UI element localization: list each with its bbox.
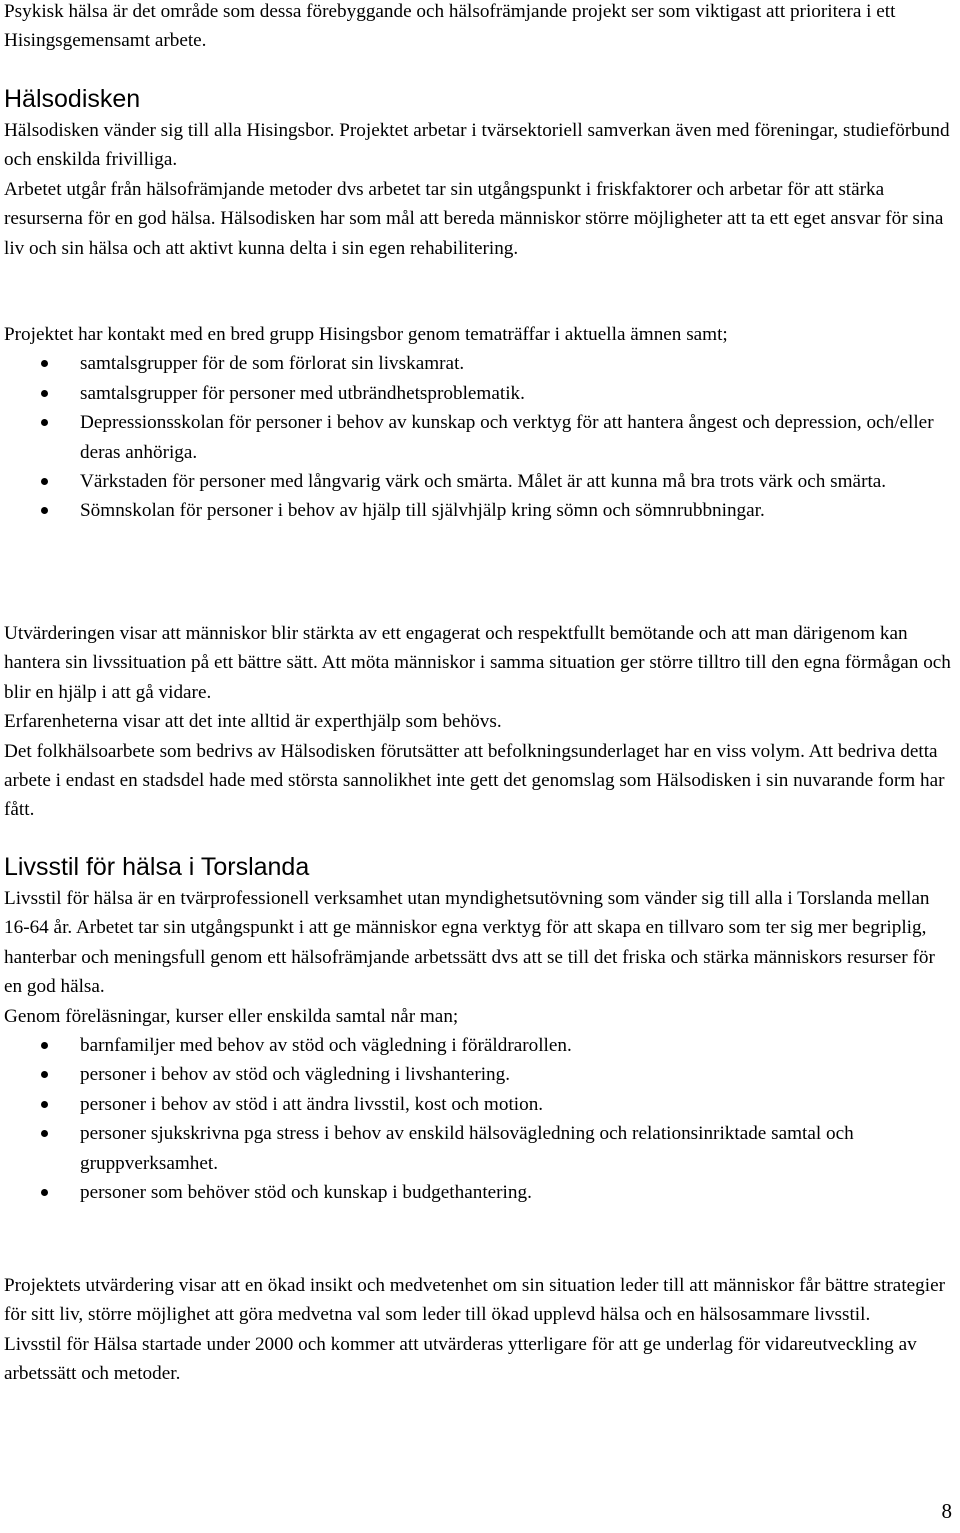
halsodisken-section [4,116,956,263]
halsodisken-list [4,349,956,525]
livsstil-evaluation-2: Livsstil för Hälsa startade under 2000 och kommer att utvärderas ytterligare för att ge underlag för vidareutveckling av arbetssätt och metoder. [4,1333,917,1385]
livsstil-list [4,1031,956,1207]
halsodisken-paragraph-2: Arbetet utgår från hälsofrämjande metoder dvs arbetet tar sin utgångspunkt i friskfaktorer och arbetar för att stärka resurserna för en god hälsa. Hälsodisken har som mål att bereda människor större möjligheter att ta ett eget ansvar för sina liv och sin hälsa och att aktivt kunna delta i sin egen rehabilitering. [4,178,944,259]
livsstil-evaluation-section [4,1271,956,1389]
livsstil-section [4,884,956,1207]
list-item-text: personer i behov av stöd och vägledning i livshantering. [80,1064,511,1086]
bullet-icon [41,1130,48,1137]
bullet-icon [41,1042,48,1049]
halsodisken-evaluation-1: Utvärderingen visar att människor blir stärkta av ett engagerat och respektfullt bemötande och att man därigenom kan hantera sin livssituation på ett bättre sätt. Att möta människor i samma situation ger större tilltro till den egna förmågan och blir en hjälp i att gå vidare. [4,623,951,703]
bullet-icon [41,1189,48,1196]
list-item [4,1090,956,1119]
halsodisken-heading: Hälsodisken [4,85,141,113]
halsodisken-list-intro: Projektet har kontakt med en bred grupp Hisingsbor genom tematräffar i aktuella ämnen samt; [4,324,728,345]
list-item-text: samtalsgrupper för de som förlorat sin livskamrat. [80,353,465,375]
list-item [4,349,956,378]
halsodisken-list-section [4,320,956,526]
livsstil-paragraph-1: Livsstil för hälsa är en tvärprofessionell verksamhet utan myndighetsutövning som vänder sig till alla i Torslanda mellan 16-64 år. Arbetet tar sin utgångspunkt i att ge människor egna verktyg för att skapa en tillvaro som ter sig mer begriplig, hanterbar och meningsfull genom ett hälsofrämjande arbetssätt dvs att se till det friska och stärka människors resurser för en god hälsa. [4,888,935,998]
bullet-icon [41,419,48,426]
list-item [4,408,956,467]
bullet-icon [41,1071,48,1078]
list-item-text: Sömnskolan för personer i behov av hjälp till självhjälp kring sömn och sömnrubbningar. [80,500,765,522]
livsstil-list-intro: Genom föreläsningar, kurser eller enskilda samtal når man; [4,1005,459,1027]
list-item-text: personer sjukskrivna pga stress i behov av enskild hälsovägledning och relationsinriktade samtal och gruppverksamhet. [80,1123,854,1174]
bullet-icon [41,390,48,397]
bullet-icon [41,1101,48,1108]
list-item [4,1178,956,1207]
list-item [4,1119,956,1178]
list-item [4,1060,956,1089]
list-item [4,1031,956,1060]
list-item [4,379,956,408]
livsstil-evaluation-1: Projektets utvärdering visar att en ökad insikt och medvetenhet om sin situation leder till att människor får bättre strategier för sitt liv, större möjlighet att göra medvetna val som leder till ökad upplevd hälsa och en hälsosammare livsstil. [4,1275,945,1326]
halsodisken-evaluation-section [4,619,956,825]
list-item [4,496,956,525]
intro-section [4,0,956,56]
list-item-text: personer som behöver stöd och kunskap i budgethantering. [80,1182,532,1204]
livsstil-heading: Livsstil för hälsa i Torslanda [4,853,310,881]
list-item-text: samtalsgrupper för personer med utbrändhetsproblematik. [80,382,525,404]
list-item [4,467,956,496]
list-item-text: Depressionsskolan för personer i behov av kunskap och verktyg för att hantera ångest och depression, och/eller deras anhöriga. [80,412,934,463]
bullet-icon [41,478,48,485]
intro-paragraph: Psykisk hälsa är det område som dessa förebyggande och hälsofrämjande projekt ser som viktigast att prioritera i ett Hisingsgemensamt arbete. [4,1,896,52]
list-item-text: barnfamiljer med behov av stöd och vägledning i föräldrarollen. [80,1035,572,1057]
halsodisken-evaluation-3: Det folkhälsoarbete som bedrivs av Hälsodisken förutsätter att befolkningsunderlaget har en viss volym. Att bedriva detta arbete i endast en stadsdel hade med största sannolikhet inte gett det genomslag som Hälsodisken i sin nuvarande form har fått. [4,740,945,821]
page-number: 8 [941,1499,952,1523]
halsodisken-evaluation-2: Erfarenheterna visar att det inte alltid är experthjälp som behövs. [4,711,502,733]
list-item-text: Värkstaden för personer med långvarig värk och smärta. Målet är att kunna må bra trots värk och smärta. [80,471,887,493]
halsodisken-paragraph-1: Hälsodisken vänder sig till alla Hisingsbor. Projektet arbetar i tvärsektoriell samverkan även med föreningar, studieförbund och enskilda frivilliga. [4,120,950,171]
bullet-icon [41,507,48,514]
list-item-text: personer i behov av stöd i att ändra livsstil, kost och motion. [80,1093,544,1115]
bullet-icon [41,360,48,367]
